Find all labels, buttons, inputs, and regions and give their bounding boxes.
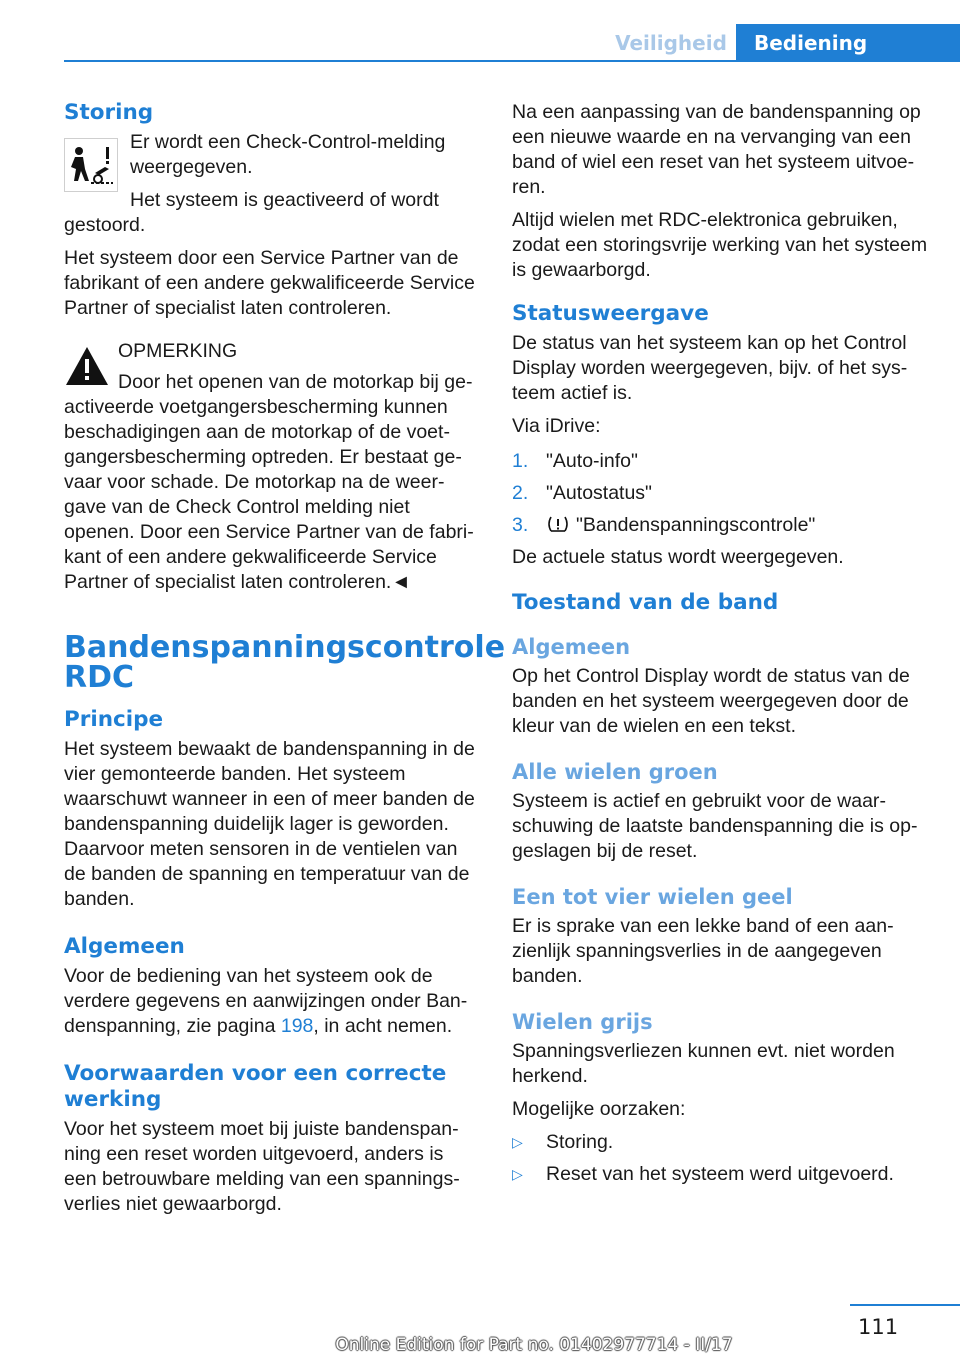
right-p2: Altijd wielen met RDC-elektronica gebruiken, zodat een storingsvrije werking van het systeem is gewaarborgd.: [512, 209, 928, 281]
tab-bediening[interactable]: Bediening: [736, 24, 960, 62]
list-item: [512, 1162, 932, 1187]
algemeen-text-after: , in acht nemen.: [313, 1015, 453, 1037]
algemeen-heading: Algemeen: [64, 934, 185, 959]
footer-rule: [850, 1304, 960, 1306]
triangle-bullet-icon: ▷: [512, 1166, 523, 1182]
principe-heading: Principe: [64, 707, 164, 732]
steps-list: [512, 449, 932, 538]
geel-heading: Een tot vier wielen geel: [512, 885, 793, 909]
geel-text: Er is sprake van een lekke band of een aanzienlijk spanningsverlies in de aangegeven banden.: [512, 915, 894, 987]
note-block: [64, 339, 480, 595]
list-item: [512, 481, 932, 506]
oorzaken: Mogelijke oorzaken:: [512, 1098, 686, 1120]
list-item: [512, 1130, 932, 1155]
algemeen-subheading: Algemeen: [512, 635, 631, 659]
voorwaarden-heading: Voorwaarden voor een correcte werking: [64, 1061, 447, 1112]
algemeen-text-before: Voor de bediening van het systeem ook de verdere gegevens en aanwijzingen onder Bandenspanning, zie pagina: [64, 965, 468, 1037]
status-text: De status van het systeem kan op het Control Display worden weergegeven, bijv. of het systeem actief is.: [512, 332, 908, 404]
storing-heading: Storing: [64, 100, 154, 125]
right-p1: Na een aanpassing van de bandenspanning op een nieuwe waarde en na vervanging van een band of wiel een reset van het systeem uitvoeren.: [512, 101, 921, 198]
grijs-heading: Wielen grijs: [512, 1010, 653, 1034]
step-number: 3.: [512, 514, 529, 536]
tire-pressure-icon: [546, 515, 570, 533]
warning-icon: [64, 345, 110, 387]
page-number: 111: [858, 1315, 899, 1339]
grijs-text: Spanningsverliezen kunnen evt. niet worden herkend.: [512, 1040, 895, 1087]
note-title: OPMERKING: [118, 340, 238, 362]
toestand-heading: Toestand van de band: [512, 590, 779, 615]
status-heading: Statusweergave: [512, 301, 709, 326]
step-text: "Autostatus": [546, 482, 652, 504]
groen-heading: Alle wielen groen: [512, 760, 718, 784]
right-column: [512, 100, 932, 1194]
list-item: [512, 449, 932, 474]
step-text: "Auto-info": [546, 450, 638, 472]
cause-text: Reset van het systeem werd uitgevoerd.: [546, 1163, 894, 1185]
edition-footer: Online Edition for Part no. 01402977714 - II/17: [335, 1335, 733, 1355]
section-title: Bandenspanningscontrole RDC: [64, 630, 506, 695]
storing-p3: Het systeem door een Service Partner van de fabrikant of een andere gekwalificeerde Service Partner of specialist laten controleren.: [64, 247, 475, 319]
storing-p2: Het systeem is geactiveerd of wordt gestoord.: [64, 189, 439, 236]
via-idrive: Via iDrive:: [512, 415, 601, 437]
algemeen-text: [64, 964, 480, 1039]
list-item: [512, 513, 932, 538]
voorwaarden-text: Voor het systeem moet bij juiste bandenspanning een reset worden uitgevoerd, anders is een betrouwbare melding van een spanningsverlies niet gewaarborgd.: [64, 1118, 460, 1215]
algemeen-subtext: Op het Control Display wordt de status van de banden en het systeem weergegeven door de kleur van de wielen en een tekst.: [512, 665, 910, 737]
actuele-status: De actuele status wordt weergegeven.: [512, 546, 844, 568]
storing-p1: Er wordt een Check-Control-melding weergegeven.: [130, 131, 446, 178]
principe-text: Het systeem bewaakt de bandenspanning in de vier gemonteerde banden. Het systeem waarschuwt wanneer in een of meer banden de bandenspanning duidelijk lager is geworden. Daarvoor meten sensoren in de ventielen van de banden de spanning en temperatuur van de banden.: [64, 738, 475, 910]
step-number: 2.: [512, 482, 529, 504]
step-text: "Bandenspanningscontrole": [576, 514, 816, 536]
triangle-bullet-icon: ▷: [512, 1134, 523, 1150]
tab-veiligheid[interactable]: Veiligheid: [615, 31, 727, 55]
note-text: Door het openen van de motorkap bij geactiveerde voetgangersbescherming kunnen beschadigingen aan de motorkap of de voetgangersbescherming optreden. Er bestaat gevaar voor schade. De motorkap na de weergave van de Check Control melding niet openen. Door een Service Partner van de fabrikant of een andere gekwalificeerde Service Partner of specialist laten controleren.◄: [64, 371, 474, 593]
left-column: [64, 100, 506, 1225]
cause-text: Storing.: [546, 1131, 614, 1153]
groen-text: Systeem is actief en gebruikt voor de waarschuwing de laatste bandenspanning die is opgeslagen bij de reset.: [512, 790, 918, 862]
pedestrian-protection-icon: [64, 138, 118, 192]
step-number: 1.: [512, 450, 529, 472]
page-link[interactable]: 198: [280, 1015, 314, 1037]
